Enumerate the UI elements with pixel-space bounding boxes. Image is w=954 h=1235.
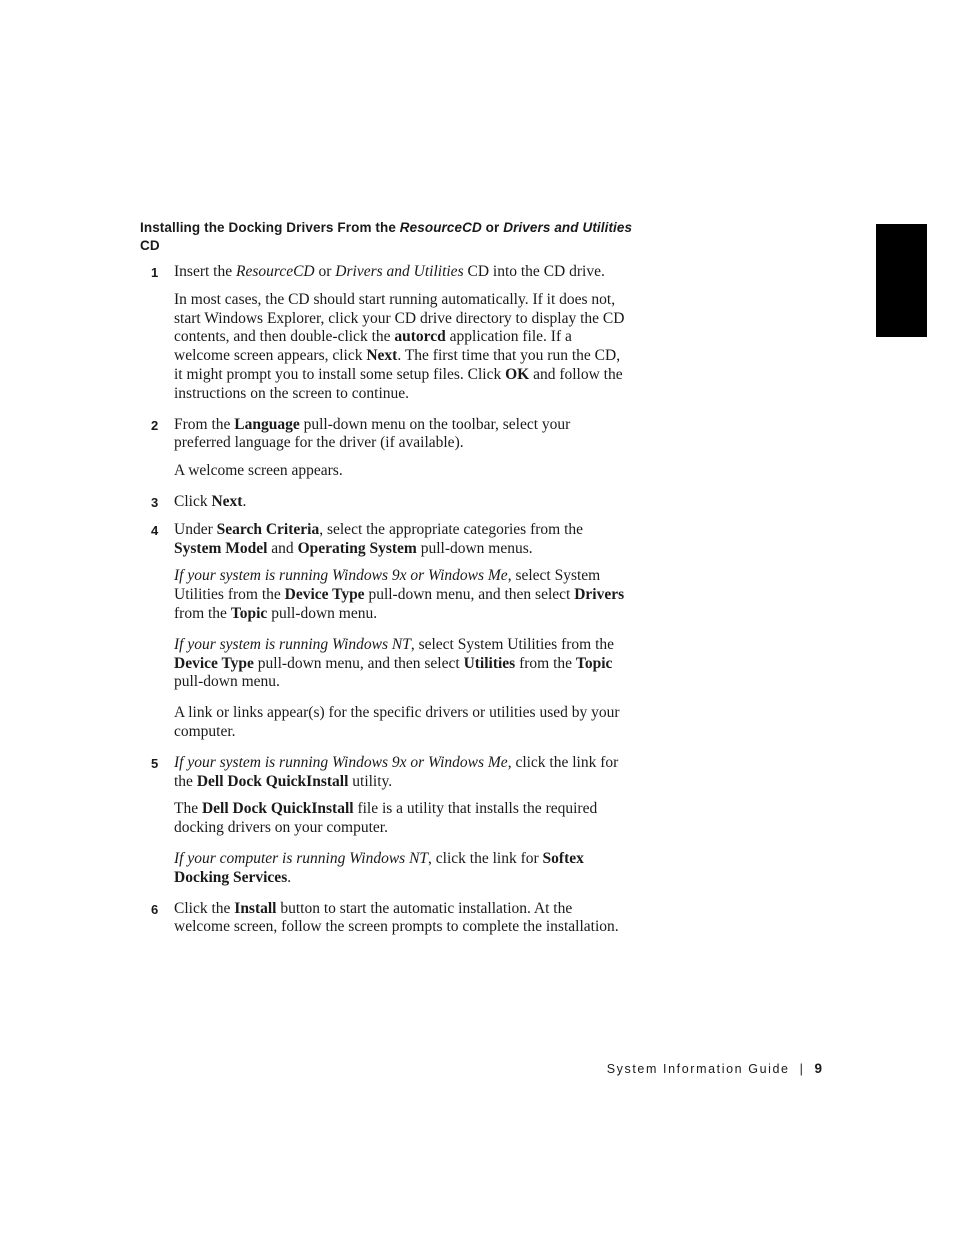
step-1	[140, 263, 640, 404]
heading-drivers-utilities: Drivers and Utilities	[503, 220, 633, 235]
step-4-win9x-note: If your system is running Windows 9x or Windows Me, select System Utilities from the Device Type pull-down menu, and then select Drivers from the Topic pull-down menu.	[174, 567, 625, 622]
heading-text: or	[481, 220, 504, 235]
section-heading	[140, 219, 640, 255]
step-number: 4	[151, 522, 159, 538]
step-2-detail: A welcome screen appears.	[174, 462, 343, 480]
step-1-text: Insert the ResourceCD or Drivers and Utilities CD into the CD drive.	[174, 263, 605, 280]
step-6	[140, 900, 640, 938]
step-4-winnt-note: If your system is running Windows NT, select System Utilities from the Device Type pull-down menu, and then select Utilities from the Topic pull-down menu.	[174, 635, 615, 691]
heading-resourcecd: ResourceCD	[399, 220, 482, 235]
heading-text: CD	[140, 238, 160, 253]
step-5-text: If your system is running Windows 9x or Windows Me, click the link for the Dell Dock QuickInstall utility.	[174, 753, 619, 790]
step-1-detail: In most cases, the CD should start running automatically. If it does not, start Windows Explorer, click your CD drive directory to display the CD contents, and then double-click the autorcd application file. If a welcome screen appears, click Next. The first time that you run the CD, it might prompt you to install some setup files. Click OK and follow the instructions on the screen to continue.	[174, 290, 625, 402]
footer-separator: |	[799, 1062, 805, 1076]
step-5	[140, 754, 640, 888]
step-6-text: Click the Install button to start the automatic installation. At the welcome screen, follow the screen prompts to complete the installation.	[174, 899, 619, 936]
step-2	[140, 416, 640, 481]
instructions-list	[140, 263, 640, 937]
step-4	[140, 521, 640, 742]
footer-title: System Information Guide	[606, 1062, 790, 1076]
step-number: 3	[151, 494, 159, 510]
step-5-winnt-note: If your computer is running Windows NT, click the link for Softex Docking Services.	[174, 849, 584, 886]
page-number: 9	[814, 1061, 822, 1076]
step-number: 5	[151, 755, 159, 771]
step-3-text: Click Next.	[174, 492, 247, 510]
step-3	[140, 493, 640, 512]
page-footer	[607, 1061, 822, 1076]
step-4-text: Under Search Criteria, select the appropriate categories from the System Model and Operating System pull-down menus.	[174, 520, 584, 557]
chapter-tab-marker	[876, 224, 927, 337]
step-2-text: From the Language pull-down menu on the toolbar, select your preferred language for the driver (if available).	[174, 415, 571, 452]
step-5-detail: The Dell Dock QuickInstall file is a utility that installs the required docking drivers on your computer.	[174, 800, 598, 837]
step-number: 1	[151, 265, 159, 280]
step-number: 2	[151, 417, 159, 433]
heading-text: Installing the Docking Drivers From the	[140, 220, 400, 235]
step-number: 6	[151, 901, 159, 917]
step-4-result: A link or links appear(s) for the specific drivers or utilities used by your computer.	[174, 704, 620, 740]
